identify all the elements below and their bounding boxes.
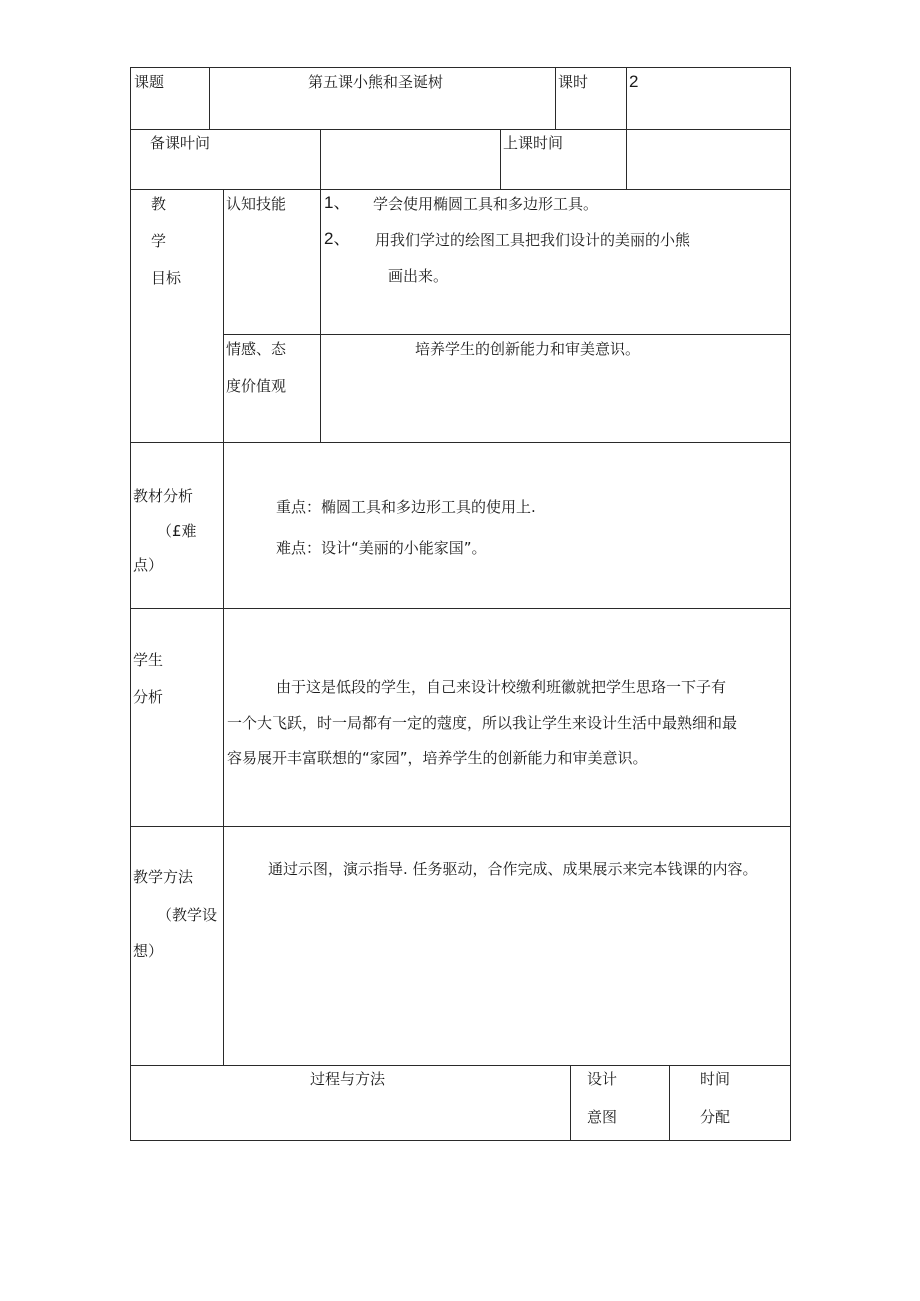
cognitive-label: 认知技能: [226, 195, 287, 213]
design-label-1: 设计: [587, 1070, 618, 1088]
col-divider: [320, 189, 321, 442]
col-divider: [626, 67, 627, 129]
goal-item-2-continuation: 画出来。: [388, 267, 449, 285]
students-label-1: 学生: [133, 651, 164, 669]
goal-item-1-num: 1、: [324, 193, 351, 212]
topic-value: 第五课小熊和圣诞树: [308, 73, 444, 91]
col-divider: [500, 129, 501, 189]
row-divider: [130, 129, 791, 130]
col-divider: [555, 67, 556, 129]
row-divider: [223, 334, 791, 335]
time-label-1: 时间: [700, 1070, 731, 1088]
col-divider: [320, 129, 321, 189]
col-divider: [209, 67, 210, 129]
key-point: 重点：椭圆工具和多边形工具的使用上.: [276, 498, 536, 516]
class-time-label: 上课时间: [503, 134, 564, 152]
material-label-3: 点）: [133, 556, 164, 574]
col-divider: [223, 442, 224, 1065]
method-text: 通过示图，演示指导. 任务驱动，合作完成、成果展示来完本钱课的内容。: [268, 860, 758, 878]
prep-time-label: 备课叶问: [150, 134, 211, 152]
table-border-right: [790, 67, 791, 1141]
period-value: 2: [629, 72, 639, 91]
topic-label: 课题: [134, 73, 165, 91]
students-text-line-1: 由于这是低段的学生，自己来设计校缴利班徽就把学生思珞一下子有: [276, 678, 727, 696]
row-divider: [130, 826, 791, 827]
method-label-1: 教学方法: [133, 868, 194, 886]
goal-item-2-text: 用我们学过的绘图工具把我们设计的美丽的小熊: [375, 231, 691, 249]
material-label-1: 教材分析: [133, 487, 194, 505]
row-divider: [130, 189, 791, 190]
row-divider: [130, 608, 791, 609]
goals-label-1: 教: [151, 195, 167, 213]
affective-text: 培养学生的创新能力和审美意识。: [415, 340, 641, 358]
difficult-point: 难点：设计“美丽的小能家国”。: [276, 539, 487, 557]
time-label-2: 分配: [700, 1108, 731, 1126]
method-label-3: 想）: [133, 942, 164, 960]
students-text-line-2: 一个大飞跃，时一局都有一定的蔻度，所以我让学生来设计生活中最熟细和最: [227, 714, 738, 732]
col-divider: [626, 129, 627, 189]
row-divider: [130, 1065, 791, 1066]
goals-label-2: 学: [151, 232, 167, 250]
period-label: 课时: [558, 73, 589, 91]
col-divider: [669, 1065, 670, 1140]
method-label-2: （教学设: [157, 906, 218, 924]
table-border-left: [130, 67, 131, 1141]
design-label-2: 意图: [587, 1108, 618, 1126]
table-border-top: [130, 67, 791, 68]
row-divider: [130, 442, 791, 443]
goals-label-3: 目标: [151, 269, 182, 287]
material-label-2: （£难: [157, 522, 197, 540]
affective-label-1: 情感、态: [226, 340, 287, 358]
students-text-line-3: 容易展开丰富联想的“家园”，培养学生的创新能力和审美意识。: [227, 749, 648, 767]
col-divider: [223, 189, 224, 442]
col-divider: [570, 1065, 571, 1140]
students-label-2: 分析: [133, 688, 164, 706]
affective-label-2: 度价值观: [226, 377, 287, 395]
goal-item-1-text: 学会使用椭圆工具和多边形工具。: [373, 195, 599, 213]
process-label: 过程与方法: [310, 1070, 386, 1088]
table-border-bottom: [130, 1140, 791, 1141]
goal-item-2-num: 2、: [324, 229, 351, 248]
